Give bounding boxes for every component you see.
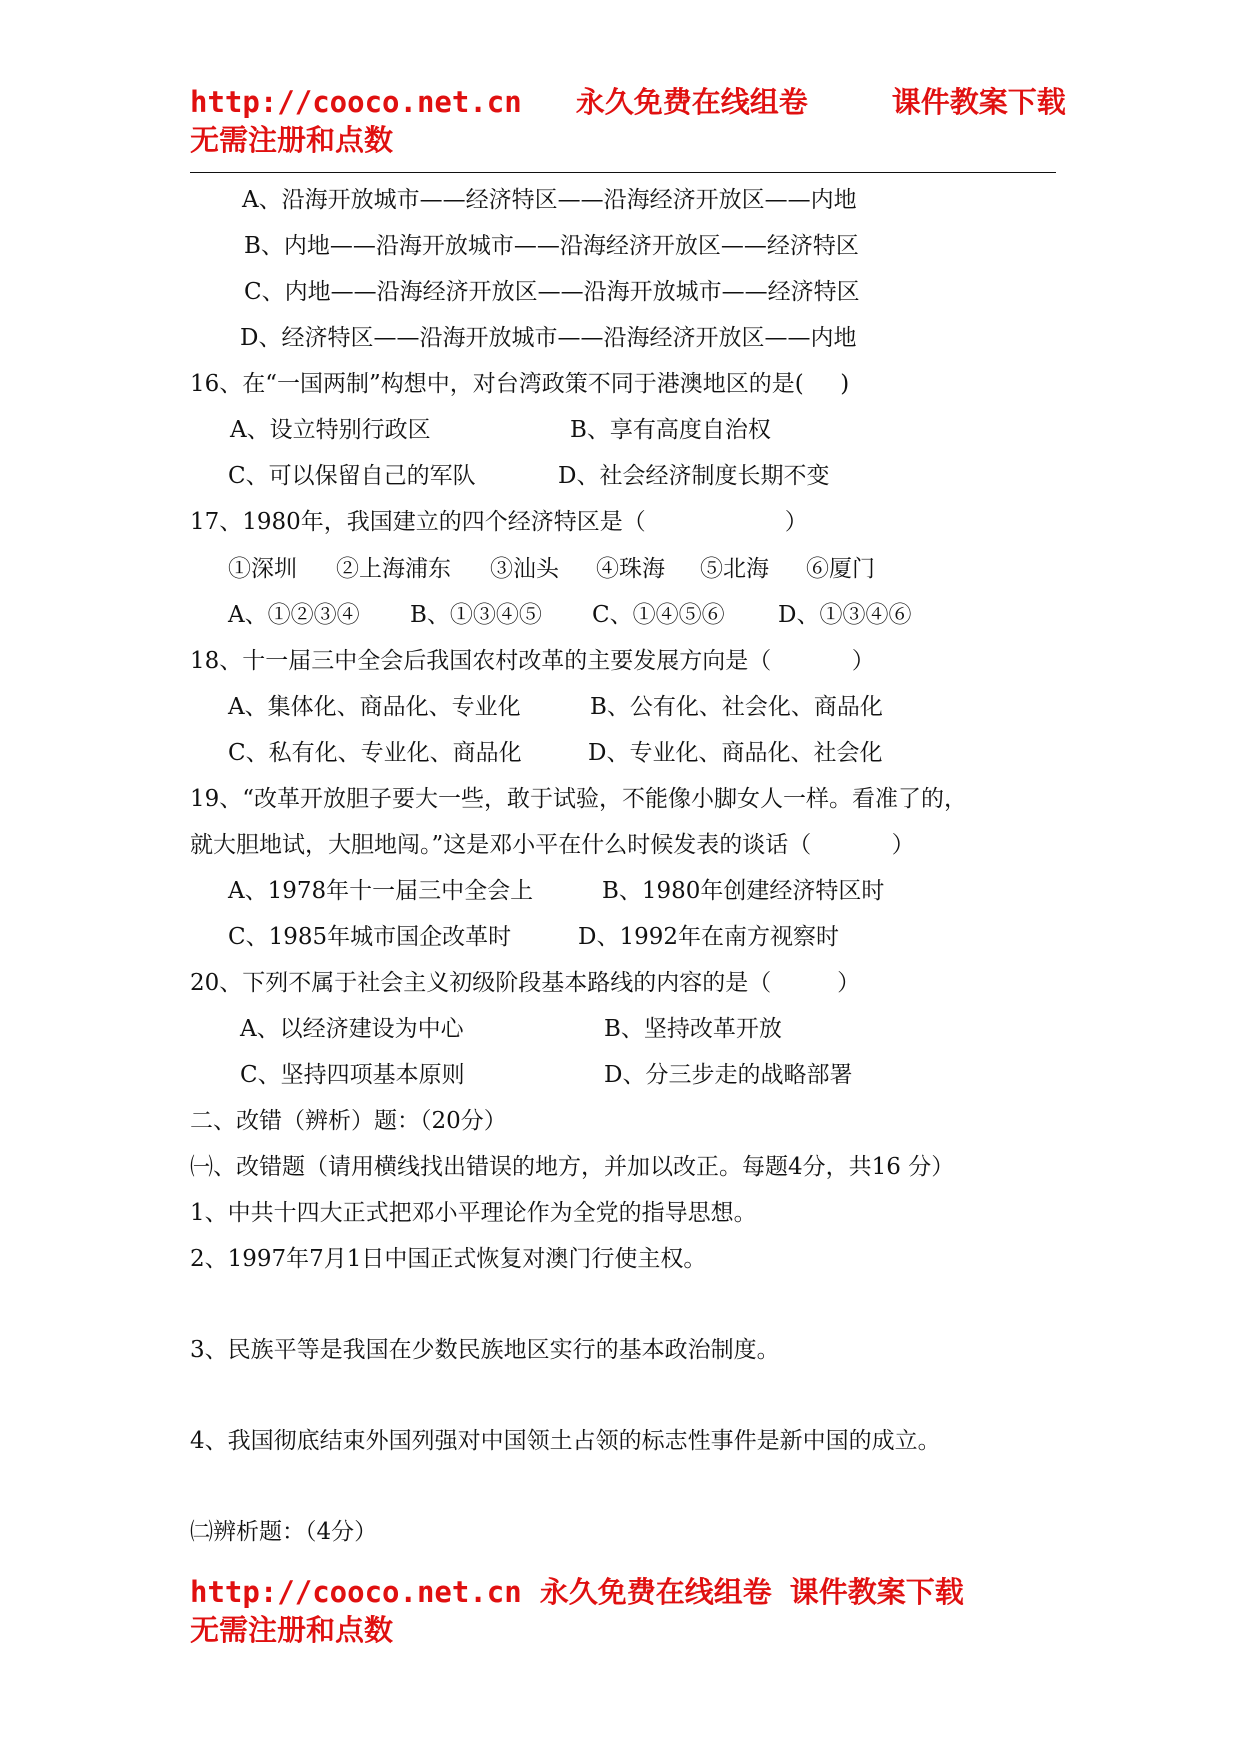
q15-option-b: B、内地——沿海开放城市——沿海经济开放区——经济特区: [244, 233, 859, 259]
header-divider: [190, 172, 1056, 173]
q16-option-b: B、享有高度自治权: [570, 417, 771, 443]
q19-option-d: D、1992年在南方视察时: [578, 924, 839, 950]
q15-option-a: A、沿海开放城市——经济特区——沿海经济开放区——内地: [242, 187, 857, 213]
q19-stem-line2: 就大胆地试，大胆地闯。”这是邓小平在什么时候发表的谈话（ ）: [190, 832, 915, 858]
q17-item-1: ①深圳: [228, 556, 297, 582]
correction-item-2: 2、1997年7月1日中国正式恢复对澳门行使主权。: [190, 1246, 707, 1272]
q15-option-d: D、经济特区——沿海开放城市——沿海经济开放区——内地: [240, 325, 857, 351]
q16-option-c: C、可以保留自己的军队: [228, 463, 476, 489]
footer-slogan: 永久免费在线组卷: [539, 1575, 772, 1609]
section2-title: 二、改错（辨析）题：（20分）: [190, 1108, 507, 1134]
q19-stem-line1: 19、“改革开放胆子要大一些，敢于试验，不能像小脚女人一样。看准了的，: [190, 786, 968, 812]
q18-option-d: D、专业化、商品化、社会化: [588, 740, 883, 766]
q18-stem: 18、十一届三中全会后我国农村改革的主要发展方向是（ ）: [190, 648, 875, 674]
section2-part1-title: ㈠、改错题（请用横线找出错误的地方，并加以改正。每题4分，共16 分）: [190, 1154, 955, 1180]
header-note: 无需注册和点数: [190, 123, 394, 157]
q16-stem: 16、在“一国两制”构想中，对台湾政策不同于港澳地区的是( ): [190, 371, 850, 397]
correction-item-1: 1、中共十四大正式把邓小平理论作为全党的指导思想。: [190, 1200, 757, 1226]
header-slogan: 永久免费在线组卷: [575, 85, 808, 119]
q17-item-5: ⑤北海: [700, 556, 769, 582]
q20-option-c: C、坚持四项基本原则: [240, 1062, 465, 1088]
q16-option-a: A、设立特别行政区: [230, 417, 431, 443]
q17-item-4: ④珠海: [596, 556, 665, 582]
q19-option-a: A、1978年十一届三中全会上: [228, 878, 534, 904]
q19-option-b: B、1980年创建经济特区时: [602, 878, 885, 904]
q17-option-b: B、①③④⑤: [410, 602, 542, 628]
correction-item-3: 3、民族平等是我国在少数民族地区实行的基本政治制度。: [190, 1337, 780, 1363]
correction-item-4: 4、我国彻底结束外国列强对中国领土占领的标志性事件是新中国的成立。: [190, 1428, 941, 1454]
q15-option-c: C、内地——沿海经济开放区——沿海开放城市——经济特区: [244, 279, 860, 305]
q17-stem: 17、1980年，我国建立的四个经济特区是（ ）: [190, 509, 808, 535]
q16-option-d: D、社会经济制度长期不变: [558, 463, 830, 489]
footer-line: [190, 1572, 964, 1612]
q20-option-a: A、以经济建设为中心: [240, 1016, 464, 1042]
q20-option-d: D、分三步走的战略部署: [604, 1062, 853, 1088]
section2-part2-title: ㈡辨析题：（4分）: [190, 1519, 378, 1545]
footer-url-link[interactable]: http://cooco.net.cn: [190, 1575, 522, 1609]
header-download: 课件教案下载: [891, 85, 1066, 119]
footer-note: 无需注册和点数: [190, 1613, 394, 1647]
q17-option-d: D、①③④⑥: [778, 602, 912, 628]
q17-option-a: A、①②③④: [228, 602, 360, 628]
footer-download: 课件教案下载: [789, 1575, 964, 1609]
q17-item-6: ⑥厦门: [806, 556, 875, 582]
q17-item-3: ③汕头: [490, 556, 559, 582]
q20-stem: 20、下列不属于社会主义初级阶段基本路线的内容的是（ ）: [190, 970, 861, 996]
q19-option-c: C、1985年城市国企改革时: [228, 924, 512, 950]
q17-item-2: ②上海浦东: [336, 556, 451, 582]
header-line: [190, 82, 1066, 122]
q18-option-a: A、集体化、商品化、专业化: [228, 694, 521, 720]
q18-option-c: C、私有化、专业化、商品化: [228, 740, 522, 766]
header-url-link[interactable]: http://cooco.net.cn: [190, 85, 522, 119]
q17-option-c: C、①④⑤⑥: [592, 602, 725, 628]
q18-option-b: B、公有化、社会化、商品化: [590, 694, 883, 720]
q20-option-b: B、坚持改革开放: [604, 1016, 782, 1042]
